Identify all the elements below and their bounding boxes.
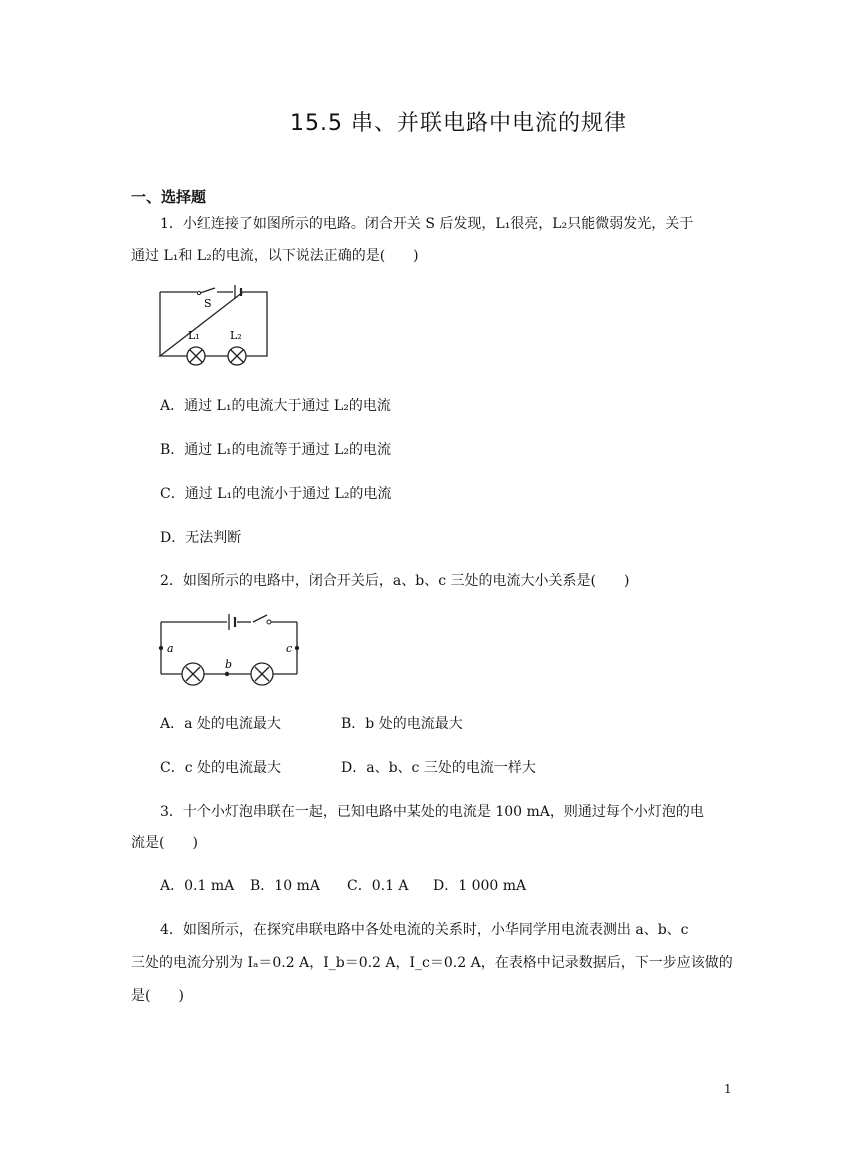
q2-option-c: C．c 处的电流最大	[160, 760, 282, 776]
q3-option-d: D．1 000 mA	[433, 878, 527, 894]
q4-stem-line2: 三处的电流分别为 Iₐ＝0.2 A，I_b＝0.2 A，I_c＝0.2 A，在表格中记录数据后，下一步应该做的	[131, 955, 733, 971]
q1-option-b: B．通过 L₁的电流等于通过 L₂的电流	[160, 442, 392, 458]
lamp2-label: L₂	[230, 329, 242, 342]
q1-stem-line1: 1．小红连接了如图所示的电路。闭合开关 S 后发现，L₁很亮，L₂只能微弱发光，关于	[160, 216, 694, 232]
q2-option-b: B．b 处的电流最大	[341, 716, 463, 732]
page-number: 1	[724, 1082, 732, 1096]
switch-label: S	[204, 297, 212, 310]
q3-stem-line2: 流是( )	[131, 835, 198, 851]
q1-stem-line2: 通过 L₁和 L₂的电流，以下说法正确的是( )	[131, 248, 419, 264]
q3-option-a: A．0.1 mA	[160, 878, 235, 894]
q3-option-c: C．0.1 A	[347, 878, 409, 894]
page-title: 15.5 串、并联电路中电流的规律	[290, 111, 627, 136]
point-b-label: b	[225, 658, 233, 671]
lamp1-label: L₁	[188, 329, 200, 342]
q2-option-d: D．a、b、c 三处的电流一样大	[341, 760, 536, 776]
q1-option-d: D．无法判断	[160, 530, 242, 546]
q2-stem-line1: 2．如图所示的电路中，闭合开关后，a、b、c 三处的电流大小关系是( )	[160, 573, 630, 589]
q4-stem-line3: 是( )	[131, 988, 184, 1004]
q4-stem-line1: 4．如图所示，在探究串联电路中各处电流的关系时，小华同学用电流表测出 a、b、c	[160, 922, 689, 938]
q1-circuit-diagram	[155, 282, 275, 372]
point-a-label: a	[167, 642, 174, 655]
q2-circuit-diagram	[155, 608, 307, 693]
q2-option-a: A．a 处的电流最大	[160, 716, 281, 732]
section-heading: 一、选择题	[131, 188, 207, 206]
q3-option-b: B．10 mA	[250, 878, 320, 894]
q1-option-c: C．通过 L₁的电流小于通过 L₂的电流	[160, 486, 392, 502]
q1-option-a: A．通过 L₁的电流大于通过 L₂的电流	[160, 398, 391, 414]
q3-stem-line1: 3．十个小灯泡串联在一起，已知电路中某处的电流是 100 mA，则通过每个小灯泡的电	[160, 804, 704, 820]
point-c-label: c	[286, 642, 293, 655]
